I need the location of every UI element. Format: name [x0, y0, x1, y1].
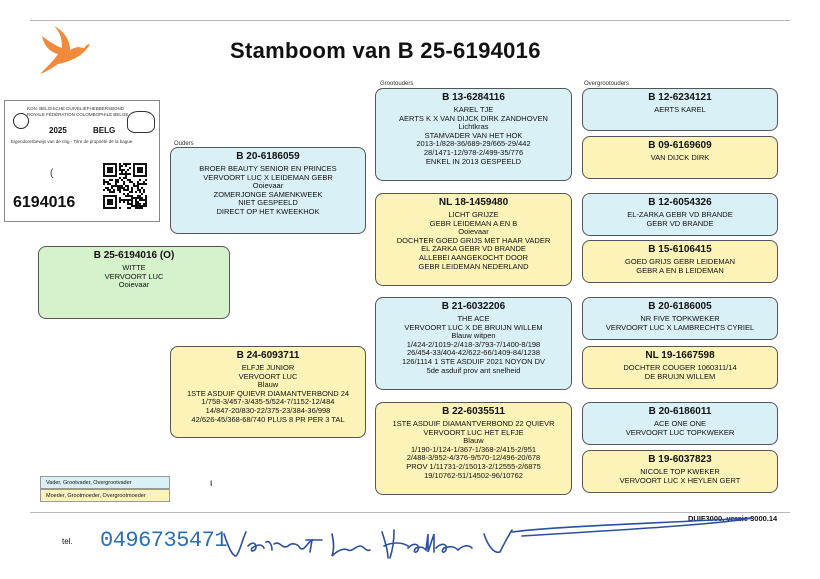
grandparent-ring: B 22-6035511	[442, 406, 505, 417]
great-grandparent-box-5	[582, 297, 778, 340]
ring-year: 2025	[49, 126, 67, 135]
grandparent-line: LICHT GRIJZE	[448, 210, 499, 219]
great-grandparent-ring: B 12-6234121	[648, 92, 712, 103]
subject-line: Ooievaar	[118, 280, 150, 290]
great-grandparent-ring: B 15-6106415	[648, 244, 712, 255]
legend-male: Vader, Grootvader, Overgrootvader	[40, 476, 170, 489]
federation-line-1: KON. BELGISCHE DUIVELIEFHEBBERSBOND	[27, 106, 125, 111]
grandparent-ring: B 13-6284116	[442, 92, 505, 103]
dam-line: ELFJE JUNIOR	[241, 363, 295, 372]
dam-ring: B 24-6093711	[236, 350, 300, 361]
tel-label: tel.	[62, 537, 73, 546]
sire-line: ZOMERJONGE SAMENKWEEK	[213, 189, 323, 199]
great-grandparent-line: NICOLE TOP KWEKER	[640, 467, 720, 476]
top-divider	[30, 20, 790, 21]
great-grandparent-box-8	[582, 450, 778, 493]
great-grandparent-line: GEBR VD BRANDE	[646, 218, 714, 228]
granddam-maternal-box	[375, 402, 572, 495]
grandparent-ring: B 21-6032206	[441, 301, 506, 312]
great-grandparent-box-7	[582, 402, 778, 445]
section-label-ouders: Ouders	[174, 141, 194, 147]
grandparent-line: 1/424-2/1019-2/418-3/793-7/1400-8/198	[406, 339, 541, 349]
great-grandparent-box-1	[582, 88, 778, 131]
great-grandparent-line: VERVOORT LUC TOPKWEKER	[625, 427, 735, 437]
dam-line: 42/626-45/368-68/740 PLUS 8 PR PER 3 TAL	[191, 414, 345, 424]
grandparent-line: 2/488-3/952-4/376-9/570-12/496-20/678	[406, 453, 541, 463]
subject-line: WITTE	[122, 263, 146, 272]
sire-line: Ooievaar	[252, 181, 284, 191]
great-grandparent-line: ACE ONE ONE	[653, 419, 707, 428]
dam-box	[170, 346, 366, 438]
ring-country: BELG	[93, 126, 116, 135]
dam-line: 1STE ASDUIF QUIEVR DIAMANTVERBOND 24	[186, 388, 350, 398]
great-grandparent-line: AERTS KAREL	[654, 105, 706, 114]
federation-line-2: ROYALE FÉDÉRATION COLOMBOPHILE BELGE	[27, 111, 129, 117]
software-version: DUIF3000, versie 3000.14	[688, 514, 778, 523]
grandsire-maternal-box	[375, 297, 572, 390]
grandparent-line: STAMVADER VAN HET HOK	[424, 130, 523, 140]
great-grandparent-ring: B 19-6037823	[648, 454, 712, 465]
subject-box	[38, 246, 230, 319]
grandparent-line: THE ACE	[457, 314, 490, 323]
grandparent-line: Blauw	[463, 436, 484, 446]
grandparent-line: ALLEBEI AANGEKOCHT DOOR	[418, 252, 529, 262]
grandparent-ring: NL 18-1459480	[438, 197, 509, 208]
granddam-paternal-box	[375, 193, 572, 286]
page-title: Stamboom van B 25-6194016	[230, 38, 541, 63]
grandparent-line: EL ZARKA GEBR VD BRANDE	[421, 244, 526, 254]
great-grandparent-ring: B 09-6169609	[648, 140, 712, 151]
grandparent-line: GEBR LEIDEMAN NEDERLAND	[418, 261, 529, 271]
great-grandparent-ring: B 20-6186005	[648, 301, 712, 312]
tel-number: 0496735471	[100, 528, 228, 553]
sire-line: VERVOORT LUC X LEIDEMAN GEBR	[203, 172, 333, 182]
dam-line: Blauw	[257, 380, 279, 390]
grandparent-line: 126/1114 1 STE ASDUIF 2021 NOYON DV	[401, 356, 546, 366]
great-grandparent-line: VAN DIJCK DIRK	[650, 153, 710, 162]
grandparent-line: ENKEL IN 2013 GESPEELD	[425, 156, 522, 166]
great-grandparent-ring: B 20-6186011	[648, 406, 712, 417]
sire-ring: B 20-6186059	[236, 151, 300, 162]
property-text: Eigendomsbewijs van de ring - Titre de propriété de la bague	[11, 139, 133, 144]
section-label-overgrootouders: Overgrootouders	[584, 81, 630, 87]
grandparent-line: Blauw witpen	[451, 331, 496, 341]
sire-line: NIET GESPEELD	[238, 198, 298, 208]
federation-text	[27, 106, 128, 117]
grandparent-line: 5de asduif prov ant snelheid	[426, 365, 521, 375]
dam-line: 14/847-20/830-22/375-23/384-36/998	[205, 405, 331, 415]
legend-mark: ι	[210, 478, 213, 489]
great-grandparent-line: DOCHTER COUGER 1060311/14	[623, 363, 737, 372]
sire-line: DIRECT OP HET KWEEKHOK	[216, 206, 320, 216]
grandparent-line: PROV 1/11731-2/15013-2/12555-2/6875	[406, 461, 541, 471]
subject-line: VERVOORT LUC	[104, 271, 164, 281]
ring-mark: (	[50, 168, 54, 179]
grandparent-line: Lichtkras	[458, 122, 489, 132]
great-grandparent-ring: B 12-6054326	[648, 197, 712, 208]
grandparent-line: 28/1471-12/978-2/499-35/776	[423, 147, 524, 157]
sire-box	[170, 147, 366, 234]
legend-female: Moeder, Grootmoeder, Overgrootmoeder	[40, 489, 170, 502]
signature-icon	[222, 512, 792, 568]
ring-certificate-card	[4, 100, 160, 222]
subject-ring: B 25-6194016 (O)	[93, 250, 175, 261]
grandparent-line: DOCHTER GOED GRIJS MET HAAR VADER	[396, 235, 551, 245]
grandparent-line: 2013-1/828-36/689-29/665-29/442	[416, 139, 531, 149]
dam-line: 1/758-3/457-3/435-5/524-7/1152-12/484	[201, 397, 335, 407]
section-label-grootouders: Grootouders	[380, 81, 414, 87]
grandparent-line: GEBR LEIDEMAN A EN B	[429, 218, 518, 228]
great-grandparent-ring: NL 19-1667598	[645, 350, 715, 361]
great-grandparent-box-6	[582, 346, 778, 389]
great-grandparent-box-2	[582, 136, 778, 179]
great-grandparent-line: NR FIVE TOPKWEKER	[640, 314, 720, 323]
grandparent-line: Ooievaar	[458, 227, 489, 237]
grandparent-line: AERTS K X VAN DIJCK DIRK ZANDHOVEN	[399, 113, 548, 123]
grandparent-line: VERVOORT LUC X DE BRUIJN WILLEM	[404, 322, 543, 332]
great-grandparent-line: DE BRUIJN WILLEM	[644, 371, 716, 381]
crest-logo-icon	[127, 111, 155, 133]
grandparent-line: 19/10762-51/14502-96/10762	[424, 470, 523, 480]
grandsire-paternal-box	[375, 88, 572, 181]
ring-number: 6194016	[13, 194, 76, 211]
qr-code-icon	[103, 163, 147, 209]
great-grandparent-line: VERVOORT LUC X HEYLEN GERT	[619, 475, 741, 485]
great-grandparent-line: GOED GRIJS GEBR LEIDEMAN	[624, 257, 736, 266]
great-grandparent-line: VERVOORT LUC X LAMBRECHTS CYRIEL	[605, 322, 755, 332]
great-grandparent-box-3	[582, 193, 778, 236]
grandparent-line: 26/454-33/404-42/622-66/1409-84/1238	[406, 348, 541, 358]
sire-line: BROER BEAUTY SENIOR EN PRINCES	[199, 164, 337, 173]
great-grandparent-line: GEBR A EN B LEIDEMAN	[636, 265, 724, 275]
grandparent-line: KAREL TJE	[453, 105, 494, 114]
grandparent-line: 1/190-1/124-1/367-1/368-2/415-2/951	[410, 444, 537, 454]
dove-logo-icon	[36, 24, 92, 76]
dam-line: VERVOORT LUC	[238, 371, 298, 381]
great-grandparent-box-4	[582, 240, 778, 283]
grandparent-line: 1STE ASDUIF DIAMANTVERBOND 22 QUIEVR	[392, 419, 555, 428]
great-grandparent-line: EL-ZARKA GEBR VD BRANDE	[627, 210, 733, 219]
grandparent-line: VERVOORT LUC HET ELFJE	[423, 427, 524, 437]
